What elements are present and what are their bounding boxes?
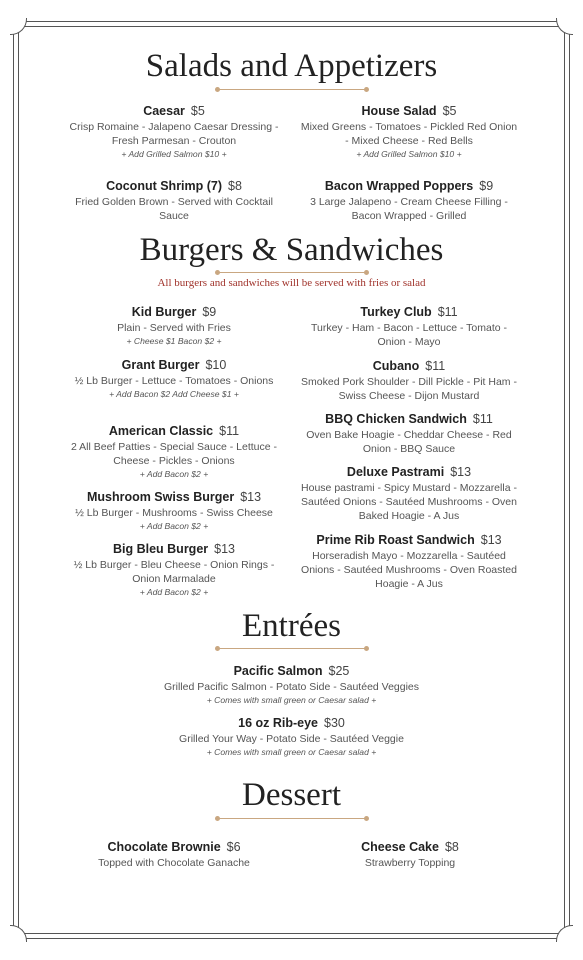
item-description: Smoked Pork Shoulder - Dill Pickle - Pit Ham - Swiss Cheese - Dijon Mustard	[301, 376, 517, 402]
section-note: All burgers and sandwiches will be served with fries or salad	[157, 277, 426, 289]
item-name: Kid Burger	[131, 305, 197, 319]
menu-item-deluxe-pastrami	[298, 464, 520, 523]
item-name: Caesar	[143, 104, 185, 118]
item-price: $9	[202, 305, 217, 319]
item-price: $5	[190, 104, 205, 118]
section-title-salads: Salads and Appetizers	[145, 48, 438, 84]
item-name: Grant Burger	[121, 358, 200, 372]
item-description: Topped with Chocolate Ganache	[98, 857, 250, 869]
menu-item-grant-burger	[63, 357, 285, 400]
menu-item-mushroom-swiss-burger	[63, 489, 285, 532]
item-name: Prime Rib Roast Sandwich	[316, 533, 475, 547]
section-divider	[218, 89, 366, 90]
menu-item-prime-rib-roast-sandwich	[298, 532, 520, 591]
item-description: Crisp Romaine - Jalapeno Caesar Dressing - Fresh Parmesan - Crouton	[69, 121, 279, 147]
menu-item-cubano	[298, 358, 520, 403]
menu-item-turkey-club	[298, 304, 520, 349]
item-name: American Classic	[108, 424, 214, 438]
section-title-dessert: Dessert	[242, 777, 341, 813]
item-description: ½ Lb Burger - Bleu Cheese - Onion Rings - Onion Marmalade	[73, 559, 275, 585]
item-addon: + Add Grilled Salmon $10 +	[121, 149, 227, 159]
item-price: $13	[480, 533, 502, 547]
menu-item-chocolate-brownie	[63, 839, 285, 870]
item-description: ½ Lb Burger - Lettuce - Tomatoes - Onions	[74, 375, 274, 387]
item-name: Chocolate Brownie	[107, 840, 221, 854]
item-description: Turkey - Ham - Bacon - Lettuce - Tomato - Onion - Mayo	[310, 322, 508, 348]
item-name: Cheese Cake	[361, 840, 439, 854]
item-price: $11	[425, 359, 446, 373]
menu-item-american-classic	[63, 423, 285, 480]
item-price: $11	[437, 305, 458, 319]
item-addon: + Add Bacon $2 +	[139, 521, 209, 531]
item-name: 16 oz Rib-eye	[238, 716, 319, 730]
item-price: $6	[226, 840, 241, 854]
item-price: $9	[479, 179, 494, 193]
menu-item-big-bleu-burger	[63, 541, 285, 598]
menu-item-bbq-chicken-sandwich	[298, 411, 520, 456]
item-description: Strawberry Topping	[364, 857, 456, 869]
item-description: Plain - Served with Fries	[117, 322, 231, 334]
item-price: $11	[472, 412, 493, 426]
item-name: Big Bleu Burger	[112, 542, 209, 556]
item-description: 2 All Beef Patties - Special Sauce - Lettuce - Cheese - Pickles - Onions	[70, 441, 278, 467]
menu-item-cheese-cake	[330, 839, 490, 870]
item-name: Mushroom Swiss Burger	[86, 490, 235, 504]
item-price: $8	[444, 840, 459, 854]
menu-item-caesar	[63, 103, 285, 160]
menu-item-house-salad	[298, 103, 520, 160]
item-name: Deluxe Pastrami	[346, 465, 445, 479]
item-addon: + Add Grilled Salmon $10 +	[356, 149, 462, 159]
item-description: Horseradish Mayo - Mozzarella - Sautéed Onions - Sautéed Mushrooms - Oven Roasted Hoagie - A Jus	[301, 550, 517, 590]
item-price: $10	[205, 358, 227, 372]
item-addon: + Comes with small green or Caesar salad +	[206, 695, 377, 705]
item-description: 3 Large Jalapeno - Cream Cheese Filling - Bacon Wrapped - Grilled	[310, 196, 508, 222]
section-divider	[218, 272, 366, 273]
item-description: Mixed Greens - Tomatoes - Pickled Red Onion - Mixed Cheese - Red Bells	[300, 121, 518, 147]
item-addon: + Cheese $1 Bacon $2 +	[126, 336, 222, 346]
menu-item-bacon-wrapped-poppers	[298, 178, 520, 223]
item-description: ½ Lb Burger - Mushrooms - Swiss Cheese	[75, 507, 273, 519]
item-name: Turkey Club	[360, 305, 432, 319]
item-price: $13	[240, 490, 262, 504]
section-divider	[218, 818, 366, 819]
menu-item-kid-burger	[63, 304, 285, 347]
menu-item-rib-eye	[120, 715, 463, 758]
item-description: Oven Bake Hoagie - Cheddar Cheese - Red Onion - BBQ Sauce	[306, 429, 512, 455]
item-name: Cubano	[372, 359, 420, 373]
item-name: BBQ Chicken Sandwich	[325, 412, 467, 426]
item-price: $11	[219, 424, 240, 438]
item-name: Bacon Wrapped Poppers	[324, 179, 474, 193]
item-addon: + Add Bacon $2 +	[139, 469, 209, 479]
item-price: $30	[324, 716, 345, 730]
item-price: $8	[228, 179, 242, 193]
item-name: Coconut Shrimp (7)	[106, 179, 223, 193]
item-description: Fried Golden Brown - Served with Cocktail Sauce	[75, 196, 273, 222]
section-title-entrees: Entrées	[242, 608, 341, 644]
section-title-burgers: Burgers & Sandwiches	[139, 232, 444, 268]
item-price: $13	[450, 465, 472, 479]
item-price: $13	[214, 542, 235, 556]
item-price: $25	[328, 664, 350, 678]
item-description: Grilled Your Way - Potato Side - Sautéed Veggie	[179, 733, 404, 745]
item-addon: + Comes with small green or Caesar salad +	[206, 747, 377, 757]
item-addon: + Add Bacon $2 +	[139, 587, 209, 597]
item-description: Grilled Pacific Salmon - Potato Side - Sautéed Veggies	[163, 681, 420, 693]
item-name: House Salad	[361, 104, 437, 118]
item-description: House pastrami - Spicy Mustard - Mozzarella - Sautéed Onions - Sautéed Mushrooms - Oven Baked Hoagie - A Jus	[301, 482, 517, 522]
menu-item-pacific-salmon	[120, 663, 463, 706]
item-price: $5	[442, 104, 457, 118]
menu-item-coconut-shrimp	[63, 178, 285, 223]
section-divider	[218, 648, 366, 649]
item-addon: + Add Bacon $2 Add Cheese $1 +	[109, 389, 239, 399]
item-name: Pacific Salmon	[233, 664, 323, 678]
